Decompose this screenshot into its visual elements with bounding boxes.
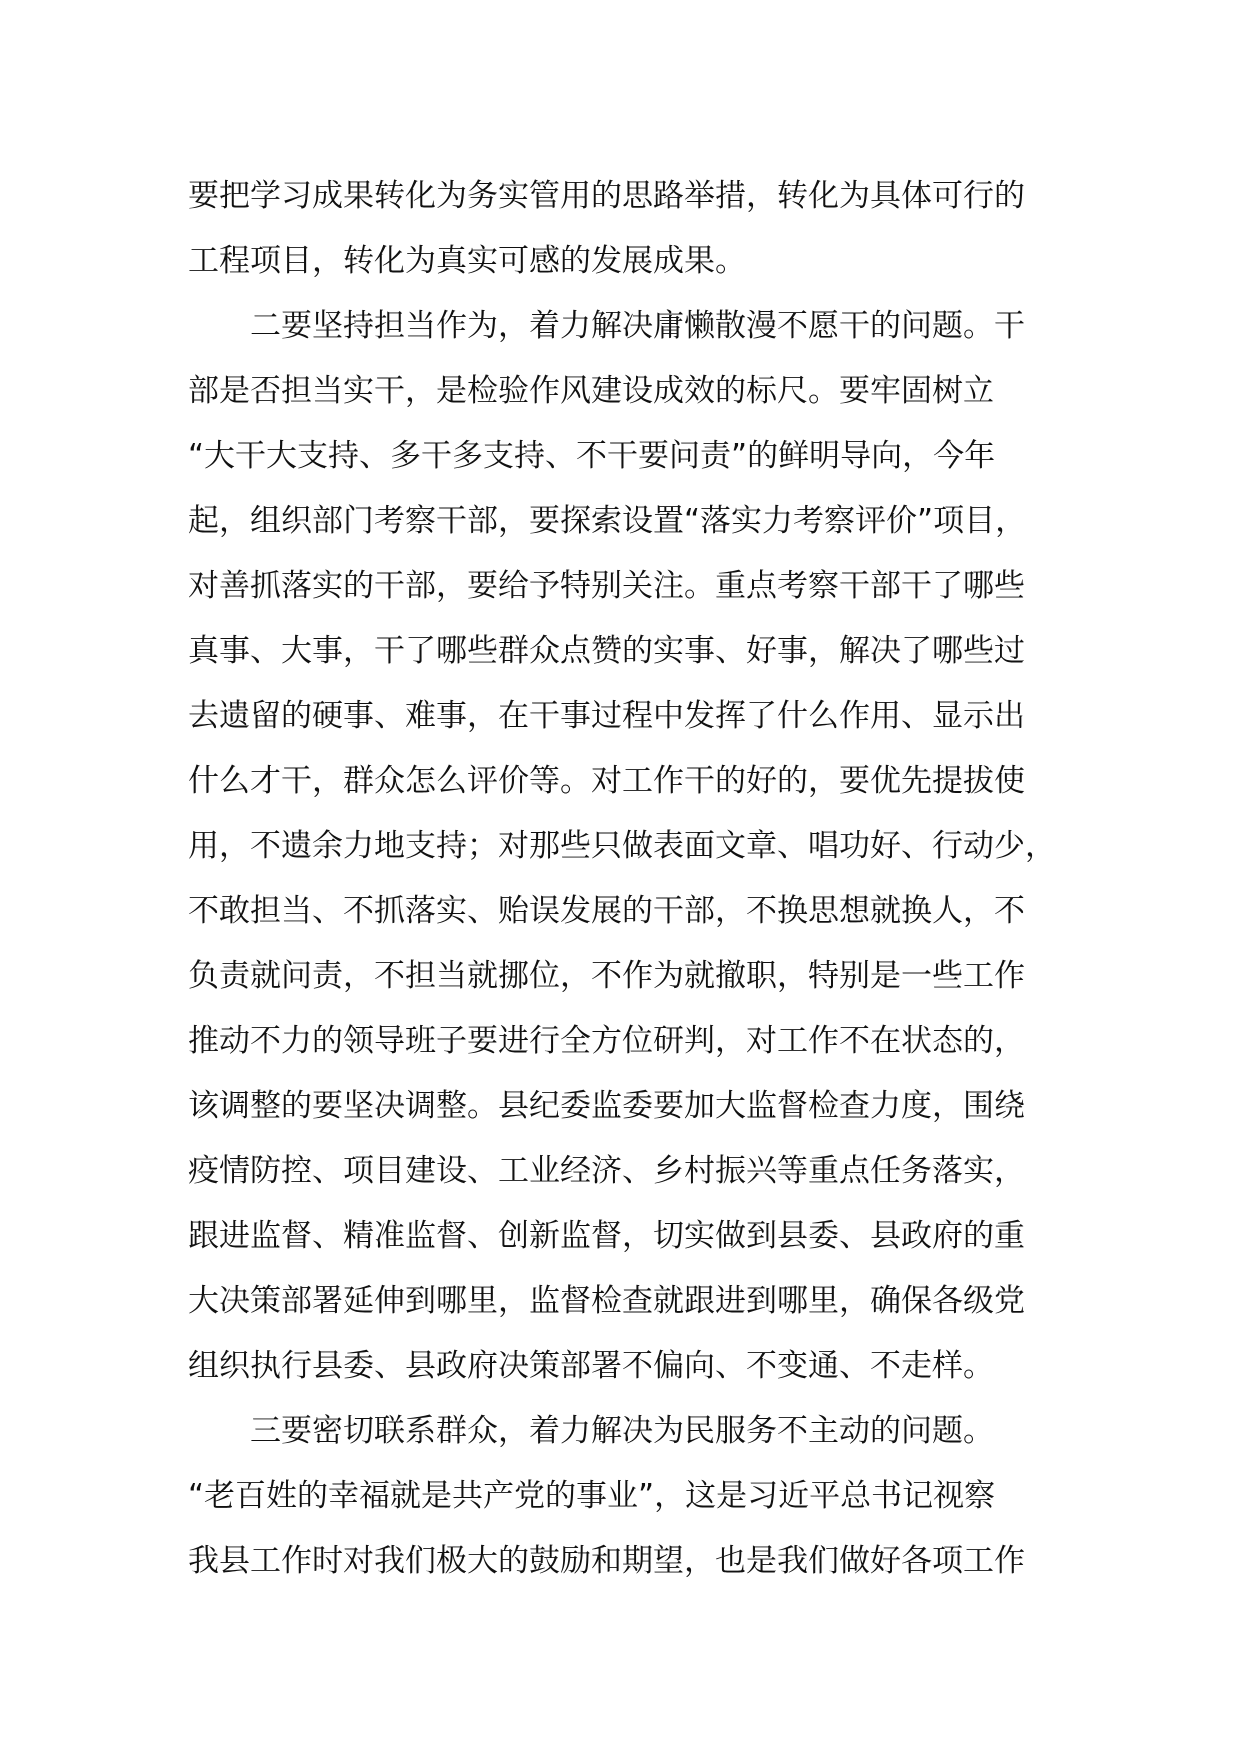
text-line: 疫情防控、项目建设、工业经济、乡村振兴等重点任务落实， [188,1153,1025,1189]
text-line: 该调整的要坚决调整。县纪委监委要加大监督检查力度，围绕 [188,1088,1025,1124]
text-line: “大干大支持、多干多支持、不干要问责”的鲜明导向，今年 [188,438,996,474]
text-line: 不敢担当、不抓落实、贻误发展的干部，不换思想就换人，不 [188,893,1025,929]
text-line: 真事、大事，干了哪些群众点赞的实事、好事，解决了哪些过 [188,633,1025,669]
text-line: 跟进监督、精准监督、创新监督，切实做到县委、县政府的重 [188,1218,1025,1254]
paragraph-start-line: 二要坚持担当作为，着力解决庸懒散漫不愿干的问题。干 [250,308,1025,344]
paragraph-start-line: 三要密切联系群众，着力解决为民服务不主动的问题。 [250,1413,994,1449]
text-line: 去遗留的硬事、难事，在干事过程中发挥了什么作用、显示出 [188,698,1025,734]
text-line: 部是否担当实干，是检验作风建设成效的标尺。要牢固树立 [188,373,994,409]
text-line: 要把学习成果转化为务实管用的思路举措，转化为具体可行的 [188,178,1025,214]
text-line: 起，组织部门考察干部，要探索设置“落实力考察评价”项目， [188,503,1027,539]
text-line: 负责就问责，不担当就挪位，不作为就撤职，特别是一些工作 [188,958,1025,994]
body-text [188,164,1088,1594]
text-line: 组织执行县委、县政府决策部署不偏向、不变通、不走样。 [188,1348,994,1384]
text-line: 什么才干，群众怎么评价等。对工作干的好的，要优先提拔使 [188,763,1025,799]
text-line: “老百姓的幸福就是共产党的事业”，这是习近平总书记视察 [188,1478,996,1514]
text-line: 推动不力的领导班子要进行全方位研判，对工作不在状态的， [188,1023,1025,1059]
text-line: 用，不遗余力地支持；对那些只做表面文章、唱功好、行动少， [188,828,1056,864]
text-line: 大决策部署延伸到哪里，监督检查就跟进到哪里，确保各级党 [188,1283,1025,1319]
text-line: 工程项目，转化为真实可感的发展成果。 [188,243,746,279]
text-line: 我县工作时对我们极大的鼓励和期望，也是我们做好各项工作 [188,1543,1025,1579]
text-line: 对善抓落实的干部，要给予特别关注。重点考察干部干了哪些 [188,568,1025,604]
